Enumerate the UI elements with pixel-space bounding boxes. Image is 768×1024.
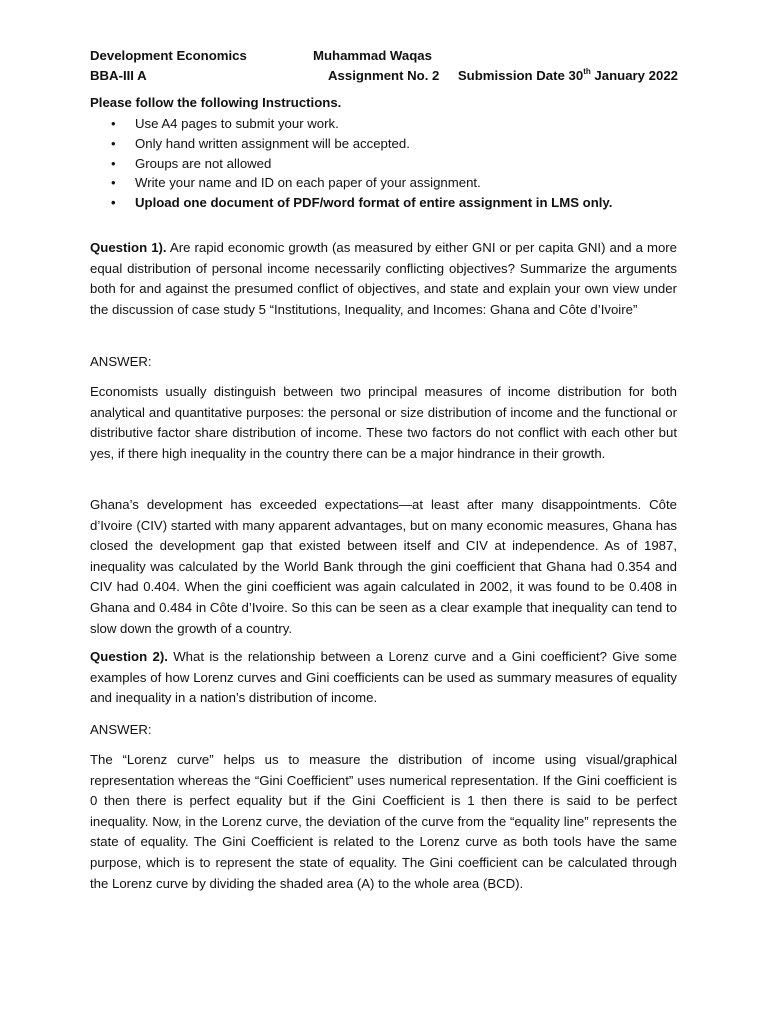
instruction-text: Write your name and ID on each paper of your assignment. — [135, 175, 481, 191]
course-name: Development Economics — [90, 48, 247, 63]
instruction-item — [90, 154, 612, 174]
bullet-icon: • — [111, 155, 116, 171]
instruction-text: Only hand written assignment will be accepted. — [135, 135, 410, 151]
answer-2-paragraph: The “Lorenz curve” helps us to measure the distribution of income using visual/graphical representation whereas the “Gini Coefficient” uses numerical representation. If the Gini coefficient is 0 then there is perfect equality but if the Gini Coefficient is 1 then there is said to be perfect inequality. Now, in the Lorenz curve, the deviation of the curve from the “equality line” represents the state of equality. The Gini Coefficient is related to the Lorenz curve as both tools have the same purpose, which is to represent the state of equality. The Gini coefficient can be calculated through the Lorenz curve by dividing the shaded area (A) to the whole area (BCD). — [90, 752, 677, 891]
question-1-answer-label: ANSWER: — [90, 354, 152, 369]
instruction-item — [90, 134, 612, 154]
bullet-icon: • — [111, 135, 116, 151]
submission-date-ordinal: th — [583, 66, 591, 76]
author-name: Muhammad Waqas — [313, 48, 432, 63]
instruction-item — [90, 193, 612, 213]
class-name: BBA-III A — [90, 68, 147, 83]
bullet-icon: • — [111, 175, 116, 191]
answer-1-paragraph-2: Ghana’s development has exceeded expectations—at least after many disappointments. Côte d’Ivoire (CIV) started with many apparent advantages, but on many economic measures, Ghana has closed the development gap that existed between itself and CIV at independence. As of 1987, inequality was calculated by the World Bank through the gini coefficient that Ghana had 0.354 and CIV had 0.404. When the gini coefficient was again calculated in 2002, it was found to be 0.408 in Ghana and 0.484 in Côte d’Ivoire. So this can be seen as a clear example that inequality can tend to slow down the growth of a country. — [90, 497, 677, 636]
submission-date-suffix: January 2022 — [590, 68, 678, 83]
question-1-text: Are rapid economic growth (as measured by either GNI or per capita GNI) and a more equal distribution of personal income necessarily conflicting objectives? Summarize the arguments both for and against the presumed conflict of objectives, and state and explain your own view under the discussion of case study 5 “Institutions, Inequality, and Incomes: Ghana and Côte d’Ivoire” — [90, 240, 678, 317]
instruction-text: Use A4 pages to submit your work. — [135, 116, 339, 131]
question-2-answer-label: ANSWER: — [90, 722, 152, 737]
instructions-title: Please follow the following Instructions. — [90, 95, 342, 110]
submission-date — [458, 66, 678, 86]
header-row-2 — [90, 66, 680, 86]
bullet-icon: • — [111, 116, 116, 131]
bullet-icon: • — [111, 195, 116, 211]
instruction-text: Upload one document of PDF/word format of entire assignment in LMS only. — [135, 195, 613, 211]
submission-date-prefix: Submission Date 30 — [457, 68, 584, 83]
question-2-text: What is the relationship between a Lorenz curve and a Gini coefficient? Give some examples of how Lorenz curves and Gini coefficients can be used as summary measures of equality and inequality in a nation’s distribution of income. — [90, 649, 677, 706]
question-2-label: Question 2). — [90, 649, 168, 664]
header-row-1 — [90, 46, 680, 66]
assignment-number: Assignment No. 2 — [328, 68, 440, 83]
document-header — [90, 46, 680, 86]
instruction-item — [90, 114, 612, 134]
question-2 — [90, 647, 677, 709]
instruction-item — [90, 173, 612, 193]
instructions-list — [90, 114, 612, 213]
question-1-label: Question 1). — [90, 240, 167, 255]
instruction-text: Groups are not allowed — [135, 155, 272, 171]
answer-1-paragraph-1: Economists usually distinguish between two principal measures of income distribution for both analytical and quantitative purposes: the personal or size distribution of income and the functional or distributive factor share distribution of income. These two factors do not conflict with each other but yes, if there high inequality in the country there can be a major hindrance in their growth. — [90, 384, 677, 461]
question-1 — [90, 238, 677, 320]
